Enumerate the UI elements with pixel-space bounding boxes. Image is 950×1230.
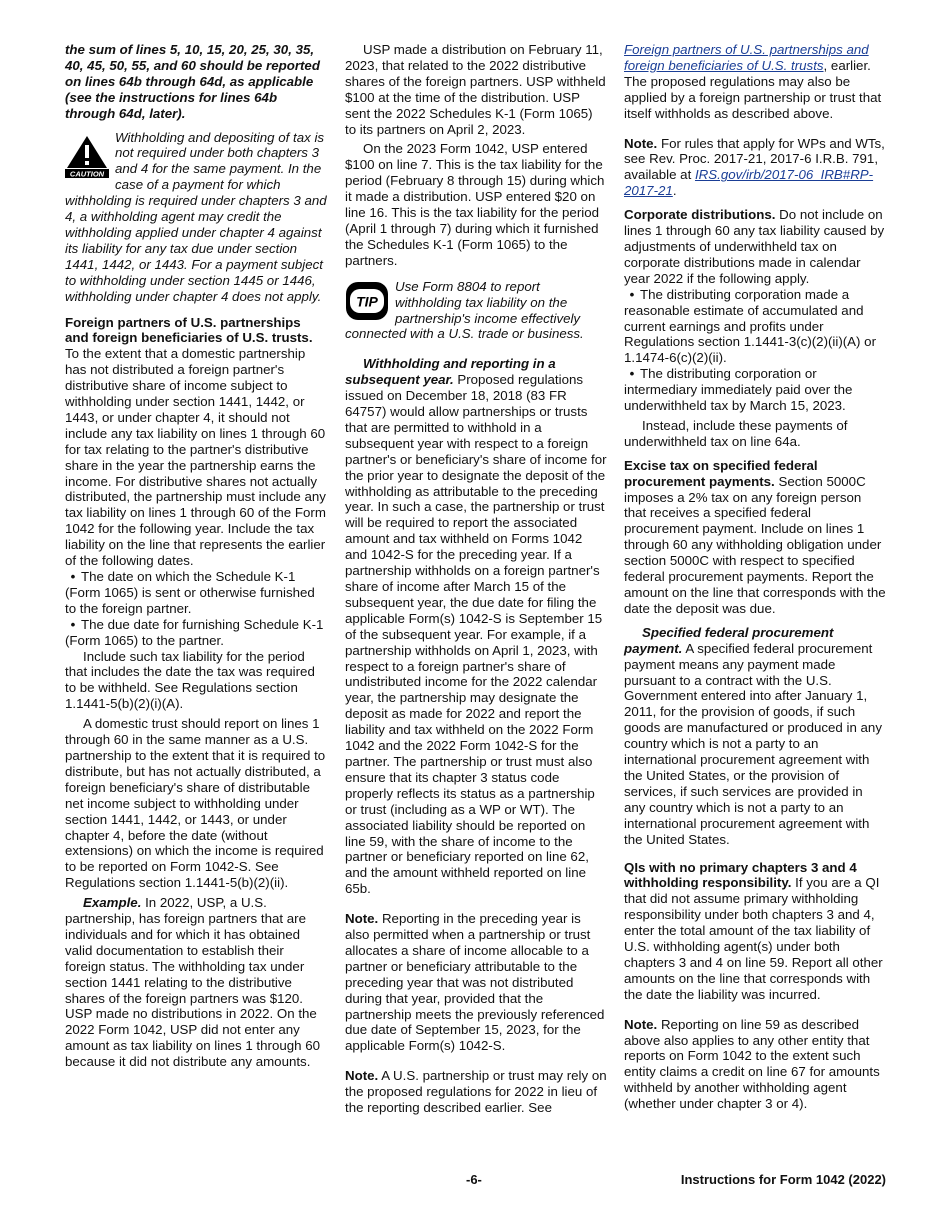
caution-text: Withholding and depositing of tax is not required under both chapters 3 and 4 for the same payment. In the case of a payment for which withholding is required under chapters 3 and 4, a withholding agent may credit the withholding applied under chapter 4 against its liability for any tax due under section 1441, 1442, or 1443. For a payment subject to withholding under section 1445 or 1446, withholding under chapter 4 does not apply. [65, 129, 327, 304]
note-label: Note. [345, 911, 379, 927]
usp-form-paragraph: On the 2023 Form 1042, USP entered $100 on line 7. This is the tax liability for the period (February 8 through 15) during which it made a distribution. USP entered $20 on line 16. This is the tax liability for the period (April 1 through 7) during which it furnished the Schedules K-1 (Form 1065) to the partners. [345, 141, 605, 268]
caution-icon [65, 134, 109, 178]
note-label: Note. [345, 1068, 379, 1084]
note-text: For rules that apply for WPs and WTs, see Rev. Proc. 2017-21, 2017-6 I.R.B. 791, available at [624, 135, 885, 183]
qis-body: If you are a QI that did not assume primary withholding responsibility under both chapters 3 and 4, enter the total amount of the tax liability of U.S. withholding agent(s) under both chapters 3 and 4 on line 59. Report all other amounts on the line that corresponds with the date the liability was incurred. [624, 875, 883, 1002]
bullet-icon: • [70, 569, 76, 584]
example-text: In 2022, USP, a U.S. partnership, has foreign partners that are individuals and for which it has obtained valid documentation to establish their foreign status. The withholding tax under section 1441 relating to the distributive shares of the foreign partners was $120. USP made no distributions in 2022. On the 2022 Form 1042, USP did not enter any amount as tax liability on lines 1 through 60 because it did not distribute any amounts. [65, 895, 321, 1070]
note-text: Reporting on line 59 as described above also applies to any other entity that reports on Form 1042 to the extent such entity claims a credit on line 67 for amounts withheld by another withholding agent (whether under chapter 3 or 4). [624, 1016, 880, 1112]
instead-paragraph: Instead, include these payments of underwithheld tax on line 64a. [624, 417, 848, 449]
column-1 [65, 42, 327, 1074]
column-2 [345, 42, 607, 1124]
list-item: • The distributing corporation or intermediary immediately paid over the underwithheld tax by March 15, 2023. [624, 366, 853, 414]
column-3: Foreign partners of U.S. partnerships and foreign beneficiaries of U.S. trusts, earlier. The proposed regulations may also be applied by a foreign partnership or trust that itself withholds as described above. Note. For rules that apply for WPs and WTs, see Rev. Proc. 2017-21, 2017-6 I.R.B. 791, available at IRS.gov/irb/2017-06_IRB#RP-2017-21. Corporate distributions. Do not include on lines 1 through 60 any tax liability caused by adjustments of underwithheld tax on corporate distributions made in calendar year 2022 if the following apply. • The distributing corporation made a reasonable estimate of accumulated and current earnings and profits under Regulations section 1.1441-3(c)(2)(ii)(A) or 1.1474-6(c)(2)(ii). • The distributing corporation or intermediary immediately paid over the underwithheld tax by March 15, 2023. Instead, include these payments of underwithheld tax on line 64a. Excise tax on specified federal procurement payments. Section 5000C imposes a 2% tax on any foreign person that receives a specified federal procurement payment. Include on lines 1 through 60 any withholding obligation under section 5000C with respect to specified federal procurement payments. Report the amount on the line that corresponds with the date the deposit was due. Specified federal procurement payment. A specified federal procurement payment means any payment made pursuant to a contract with the U.S. Government entered into after January 1, 2011, for the provision of goods, if such goods are manufactured or produced in any country which is not a party to an international procurement agreement with the United States, or the provision of services, if such services are provided in any country which is not a party to an international procurement agreement with the United States. QIs with no primary chapters 3 and 4 withholding responsibility. If you are a QI that did not assume primary withholding responsibility under both chapters 3 and 4, enter the total amount of the tax liability of U.S. withholding agent(s) under both chapters 3 and 4 on line 59. Report all other amounts on the line that corresponds with the date the liability was incurred. Note. Reporting on line 59 as described above also applies to any other entity that reports on Form 1042 to the extent such entity claims a credit on line 67 for amounts withheld by another withholding agent (whether under chapter 3 or 4). [624, 42, 886, 1112]
caution-label: CAUTION [69, 169, 105, 178]
withholding-subsequent-body: Proposed regulations issued on December 18, 2018 (83 FR 64757) would allow partnerships or trusts that are permitted to withhold in a subsequent year with respect to a foreign partner's or beneficiary's share of income for the prior year to designate the deposit of the withholding as attributable to the preceding year. In such a case, the partnership or trust will be required to report the associated amount and tax withheld on Forms 1042 and 1042-S for the preceding year. If a partnership withholds on a foreign partner's share of income after March 15 of the subsequent year, the due date for filing the applicable Form(s) 1042-S is September 15 of the subsequent year. For example, if a partnership withholds on April 1, 2023, with respect to a foreign partner's share of undistributed income for the 2022 calendar year, the partnership may designate the deposit as made for 2022 and report the liability and tax withheld on the 2022 Form 1042 and the 2022 Form 1042-S for the partner. The partnership or trust must also ensure that its chapter 3 status code properly reflects its status as a partnership or trust (including as a WP or WT). The associated liability should be reported on line 59, with the share of income to the partner or beneficiary reported on line 62, and the amount withheld reported on line 65b. [345, 372, 607, 897]
foreign-partners-link[interactable]: Foreign partners of U.S. partnerships and foreign beneficiaries of U.S. trusts [624, 42, 869, 73]
footer-form-title: Instructions for Form 1042 (2022) [680, 1172, 886, 1187]
list-item: • The distributing corporation made a reasonable estimate of accumulated and current earnings and profits under Regulations section 1.1441-3(c)(2)(ii)(A) or 1.1474-6(c)(2)(ii). [624, 286, 876, 366]
list-item: • The due date for furnishing Schedule K-1 (Form 1065) to the partner. [65, 616, 324, 648]
note-label: Note. [624, 1016, 658, 1032]
note-text: A U.S. partnership or trust may rely on the proposed regulations for 2022 in lieu of the reporting described earlier. See [345, 1068, 607, 1116]
section-heading-specified-payment: Specified federal procurement payment. [624, 624, 834, 656]
note-text: Reporting in the preceding year is also permitted when a partnership or trust allocates a share of income allocable to a partner or beneficiary attributable to the preceding year that was not distributed during that year, provided that the partnership meets the previously referenced due date of September 15, 2023, for the applicable Form(s) 1042-S. [345, 911, 605, 1054]
irb-link[interactable]: IRS.gov/irb/2017-06_IRB#RP-2017-21 [624, 167, 874, 199]
section-heading-withholding-subsequent: Withholding and reporting in a subsequent year. [345, 356, 556, 388]
bullet-icon: • [629, 286, 635, 302]
section-heading-foreign-partners: Foreign partners of U.S. partnerships and foreign beneficiaries of U.S. trusts. [65, 314, 313, 346]
bullet-icon: • [629, 366, 635, 382]
corporate-distributions-body: Do not include on lines 1 through 60 any tax liability caused by adjustments of underwithheld tax on corporate distributions made in calendar year 2022 if the following apply. [624, 207, 885, 286]
section-heading-corporate-distributions: Corporate distributions. [624, 207, 776, 223]
specified-payment-body: A specified federal procurement payment means any payment made pursuant to a contract with the U.S. Government entered into after January 1, 2011, for the provision of goods, if such goods are manufactured or produced in any country which is not a party to an international procurement agreement with the United States, or the provision of services, if such services are provided in any country which is not a party to an international procurement agreement with the United States. [624, 640, 882, 847]
foreign-partners-ref-text: , earlier. The proposed regulations may also be applied by a foreign partnership or trust that itself withholds as described above. [624, 57, 882, 121]
bullet-icon: • [70, 616, 76, 632]
domestic-trust-paragraph: A domestic trust should report on lines 1 through 60 in the same manner as a U.S. partnership to the extent that it is required to distribute, but has not actually distributed, a foreign beneficiary's share of distributable net income subject to withholding under section 1441, 1442, or 1443, or under chapter 4, before the date (without extensions) on which the income is required to be reported on Form 1042-S. See Regulations section 1.1441-5(b)(2)(ii). [65, 716, 326, 891]
usp-distribution-paragraph: USP made a distribution on February 11, 2023, that related to the 2022 distributive shares of the foreign partners. USP withheld $100 at the time of the distribution. USP sent the 2022 Schedules K-1 (Form 1065) to its partners on April 2, 2023. [345, 42, 606, 137]
list-item: • The date on which the Schedule K-1 (Form 1065) is sent or otherwise furnished to the foreign partner. [65, 569, 315, 616]
section-heading-qis: QIs with no primary chapters 3 and 4 withholding responsibility. [624, 859, 857, 891]
note-label: Note. [624, 135, 658, 151]
excise-tax-body: Section 5000C imposes a 2% tax on any foreign person that receives a specified federal procurement payment. Include on lines 1 through 60 any withholding obligation under section 5000C with respect to specified federal procurement payments. Report the amount on the line that corresponds with the date the deposit was due. [624, 473, 886, 616]
include-paragraph: Include such tax liability for the period that includes the date the tax was required to be withheld. See Regulations section 1.1441-5(b)(2)(i)(A). [65, 648, 315, 712]
tip-text: Use Form 8804 to report withholding tax liability on the partnership's income effectively connected with a U.S. trade or business. [345, 278, 584, 342]
foreign-partners-body: To the extent that a domestic partnership has not distributed a foreign partner's distributive share of income subject to withholding under section 1441, 1442, or 1443, or under chapter 4, it should not include any tax liability on lines 1 through 60 for tax relating to the partner's distributive share in the year the partnership earns the income. For distributive shares not actually distributed, the partnership must include any tax liability on lines 1 through 60 of the Form 1042 for the following year. Include the tax liability on the line that represents the earlier of the following dates. [65, 346, 326, 569]
tip-label: TIP [356, 293, 378, 310]
tip-icon [345, 281, 389, 321]
section-heading-excise-tax: Excise tax on specified federal procurement payments. [624, 457, 818, 489]
corporate-bullet-list [624, 287, 886, 414]
intro-paragraph: the sum of lines 5, 10, 15, 20, 25, 30, 35, 40, 45, 50, 55, and 60 should be reported on lines 64b through 64d, as applicable (see the instructions for lines 64b through 64d, later). [65, 42, 320, 121]
page-number: -6- [466, 1172, 482, 1187]
caution-note [65, 130, 327, 305]
example-label: Example. [83, 895, 142, 911]
date-bullet-list [65, 569, 327, 649]
tip-note [345, 279, 607, 343]
